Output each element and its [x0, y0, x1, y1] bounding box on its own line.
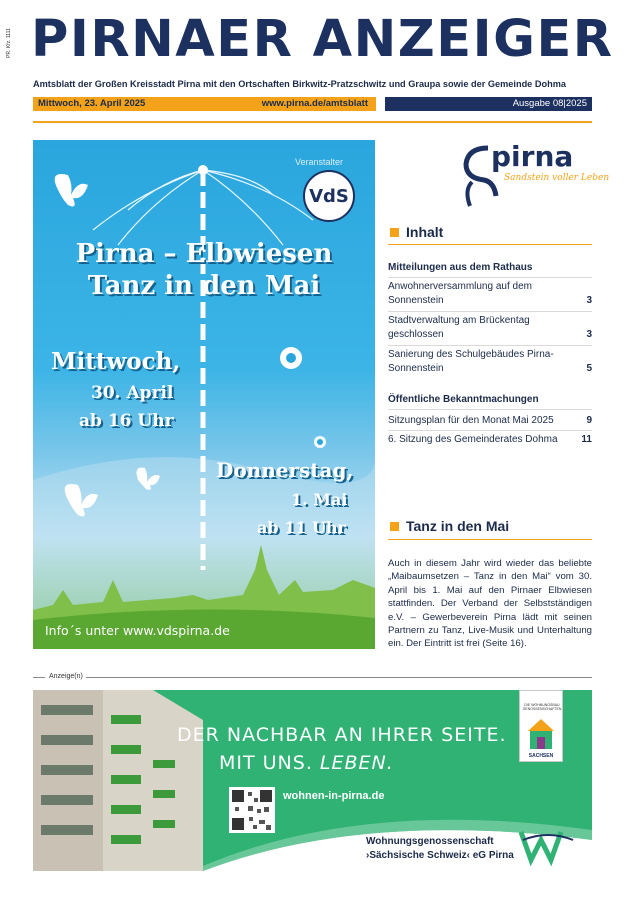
- ad-headline-line2: [219, 752, 394, 774]
- toc-entry[interactable]: [388, 314, 592, 342]
- butterfly-icon: [55, 174, 88, 206]
- toc-section-title: Mitteilungen aus dem Rathaus: [388, 262, 533, 273]
- side-note: PR. Kfz. 1111: [5, 28, 12, 58]
- toc-divider: [388, 277, 592, 278]
- qr-code-icon: [229, 787, 275, 833]
- toc-divider: [388, 345, 592, 346]
- toc-entry[interactable]: [388, 433, 592, 447]
- issue-bar: [385, 97, 592, 111]
- poster-organizer-label: Veranstalter: [295, 157, 344, 167]
- toc-entry-page: 11: [581, 434, 592, 445]
- pirna-logo: [460, 140, 610, 212]
- poster-date2: 1. Mai: [291, 490, 348, 509]
- housing-advertisement[interactable]: [33, 690, 592, 871]
- ad-headline-line1: DER NACHBAR AN IHRER SEITE.: [177, 724, 507, 746]
- poster-time2: ab 11 Uhr: [257, 518, 346, 537]
- ad-company-location: ›Sächsische Schweiz‹ eG Pirna: [366, 850, 514, 861]
- masthead-title: PIRNAER ANZEIGER: [31, 10, 614, 69]
- ad-headline-emphasis: LEBEN.: [319, 752, 394, 774]
- toc-entry-page: 3: [586, 295, 592, 306]
- pirna-logo-word: pirna: [491, 140, 574, 173]
- toc-entry-text: Sitzungsplan für den Monat Mai 2025: [388, 415, 554, 426]
- tanz-rule: [388, 539, 592, 540]
- toc-entry-text: Sanierung des Schulgebäudes Pirna-Sonnenstein: [388, 349, 554, 374]
- toc-entry-text: 6. Sitzung des Gemeinderates Dohma: [388, 434, 558, 445]
- issue-date: Mittwoch, 23. April 2025: [38, 98, 146, 109]
- section-marker: [390, 228, 399, 237]
- badge-bottom-text: SACHSEN: [528, 753, 554, 759]
- ad-headline-part: MIT UNS.: [219, 752, 320, 774]
- toc-entry-page: 5: [586, 363, 592, 374]
- amtsblatt-link[interactable]: www.pirna.de/amtsblatt: [261, 98, 368, 109]
- anzeige-line: [33, 677, 45, 678]
- poster-title-line2: Tanz in den Mai: [87, 271, 321, 301]
- toc-entry-page: 3: [586, 329, 592, 340]
- toc-divider: [388, 430, 592, 431]
- toc-entry[interactable]: [388, 348, 592, 376]
- ad-company-name: Wohnungsgenossenschaft: [366, 836, 494, 847]
- toc-section-title: Öffentliche Bekanntmachungen: [388, 394, 539, 405]
- ad-artwork: [33, 690, 592, 871]
- pirna-logo-slogan: Sandstein voller Leben: [504, 173, 610, 183]
- tanz-article-text: Auch in diesem Jahr wird wieder das beliebte „Maibaumsetzen – Tanz in den Mai“ vom 30. April bis 1. Mai auf den Pirnaer Elbwiesen stattfinden. Der Verband der Selbstständigen e.V. – Gewerbeverein Pirna lädt mit seinen Partnern zu Tanz, Live-Musik und Unterhaltung ein. Der Eintritt ist frei (Seite 16).: [388, 558, 592, 650]
- flower-icon: [280, 347, 302, 369]
- toc-entry-text: Stadtverwaltung am Brückentag geschlossen: [388, 315, 530, 340]
- ad-website-link[interactable]: wohnen-in-pirna.de: [283, 790, 385, 802]
- qr-code[interactable]: [229, 787, 275, 833]
- header-divider: [33, 121, 592, 123]
- tanz-heading: Tanz in den Mai: [390, 518, 509, 534]
- masthead-subtitle: Amtsblatt der Großen Kreisstadt Pirna mit den Ortschaften Birkwitz-Pratzschwitz und Graupa sowie der Gemeinde Dohma: [33, 79, 566, 89]
- poster-info-link: Info´s unter www.vdspirna.de: [45, 623, 230, 638]
- badge-top-text: DIE WOHNUNGSBAU GENOSSENSCHAFTEN: [522, 703, 562, 711]
- house-icon: [520, 713, 564, 753]
- toc-entry-page: 9: [586, 415, 592, 426]
- section-marker: [390, 522, 399, 531]
- poster-title-line1: Pirna – Elbwiesen: [75, 239, 333, 269]
- toc-entry[interactable]: [388, 414, 592, 428]
- poster-date1: 30. April: [91, 383, 174, 403]
- poster-day1: Mittwoch,: [51, 348, 181, 375]
- anzeige-label: Anzeige(n): [49, 673, 83, 680]
- toc-divider: [388, 311, 592, 312]
- poster-day2: Donnerstag,: [216, 458, 354, 482]
- inhalt-heading: Inhalt: [390, 224, 443, 240]
- poster-time1: ab 16 Uhr: [79, 411, 174, 431]
- inhalt-rule: [388, 244, 592, 245]
- toc-entry[interactable]: [388, 280, 592, 308]
- event-poster: [33, 140, 375, 649]
- anzeige-line: [86, 677, 592, 678]
- toc-divider: [388, 409, 592, 410]
- wbg-sachsen-badge: [519, 690, 563, 762]
- vds-logo: VdS: [303, 170, 355, 222]
- toc-entry-text: Anwohnerversammlung auf dem Sonnenstein: [388, 281, 532, 306]
- issue-number: Ausgabe 08|2025: [512, 98, 587, 109]
- date-bar: [33, 97, 376, 111]
- flower-icon: [314, 436, 326, 448]
